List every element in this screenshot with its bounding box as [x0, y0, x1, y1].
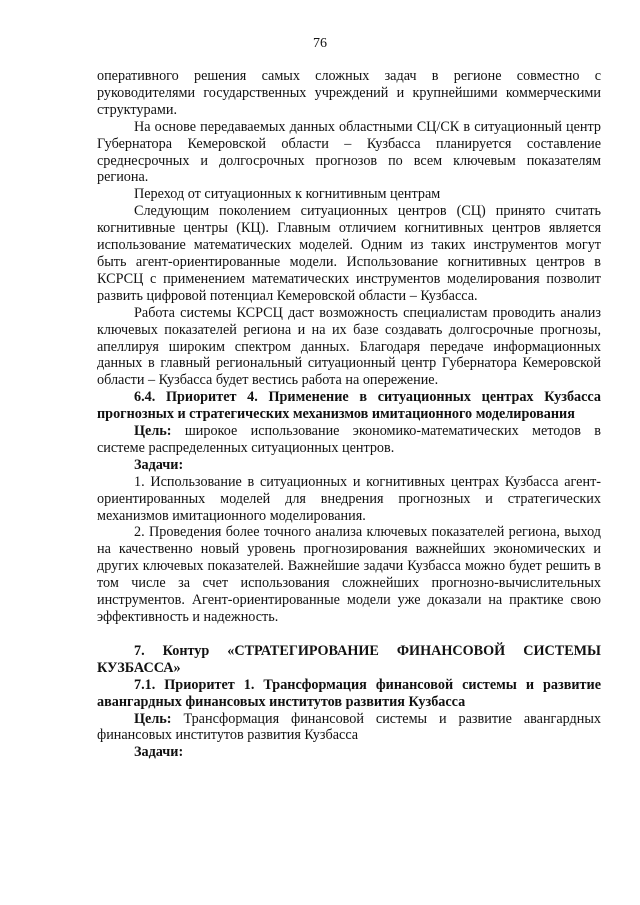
- page-content: [97, 68, 601, 761]
- paragraph: Работа системы КСРСЦ даст возможность специалистам проводить анализ ключевых показателей региона и на их базе создавать долгосрочные прогнозы, апеллируя широким спектром данных. Благодаря передаче информационных данных в главный региональный ситуационный центр Губернатора Кемеровской области – Кузбасса будет вестись работа на опережение.: [97, 304, 601, 389]
- section-heading-7: 7. Контур «СТРАТЕГИРОВАНИЕ ФИНАНСОВОЙ СИСТЕМЫ КУЗБАССА»: [97, 642, 601, 676]
- goal-text: Трансформация финансовой системы и развитие авангардных финансовых институтов развития Кузбасса: [97, 710, 601, 744]
- goal-label: Цель:: [134, 423, 172, 440]
- goal-paragraph: [97, 423, 601, 457]
- goal-label: Цель:: [134, 710, 172, 727]
- tasks-label: Задачи:: [134, 744, 184, 761]
- task-item: 1. Использование в ситуационных и когнитивных центрах Кузбасса агент-ориентированных моделей для внедрения прогнозных и стратегических механизмов имитационного моделирования.: [97, 473, 601, 524]
- paragraph-subheading: Переход от ситуационных к когнитивным центрам: [134, 186, 441, 203]
- spacer: [97, 626, 601, 643]
- section-heading-6-4: 6.4. Приоритет 4. Применение в ситуационных центрах Кузбасса прогнозных и стратегических механизмов имитационного моделирования: [97, 389, 601, 423]
- section-heading-7-1: 7.1. Приоритет 1. Трансформация финансовой системы и развитие авангардных финансовых институтов развития Кузбасса: [97, 676, 601, 710]
- page-number: 76: [313, 36, 327, 51]
- goal-paragraph: [97, 711, 601, 745]
- paragraph: оперативного решения самых сложных задач в регионе совместно с руководителями государственных учреждений и крупнейшими коммерческими структурами.: [97, 68, 601, 118]
- goal-text: широкое использование экономико-математических методов в системе распределенных ситуационных центров.: [97, 423, 601, 456]
- task-item: 2. Проведения более точного анализа ключевых показателей региона, выход на качественно новый уровень прогнозирования важнейших экономических и других ключевых показателей. Важнейшие задачи Кузбасса можно будет решить в том числе за счет использования сложнейших прогнозно-вычислительных инструментов. Агент-ориентированные модели уже доказали на практике свою эффективность и надежность.: [97, 524, 601, 625]
- paragraph: На основе передаваемых данных областными СЦ/СК в ситуационный центр Губернатора Кемеровской области – Кузбасса планируется составление среднесрочных и долгосрочных прогнозов по всем ключевым показателям региона.: [97, 118, 601, 186]
- tasks-label: Задачи:: [134, 456, 184, 473]
- paragraph: Следующим поколением ситуационных центров (СЦ) принято считать когнитивные центры (КЦ). Главным отличием когнитивных центров является использование математических моделей. Одним из таких инструментов могут быть агент-ориентированные модели. Использование когнитивных центров в КСРСЦ с применением математических инструментов моделирования позволит развить цифровой потенциал Кемеровской области – Кузбасса.: [97, 203, 601, 304]
